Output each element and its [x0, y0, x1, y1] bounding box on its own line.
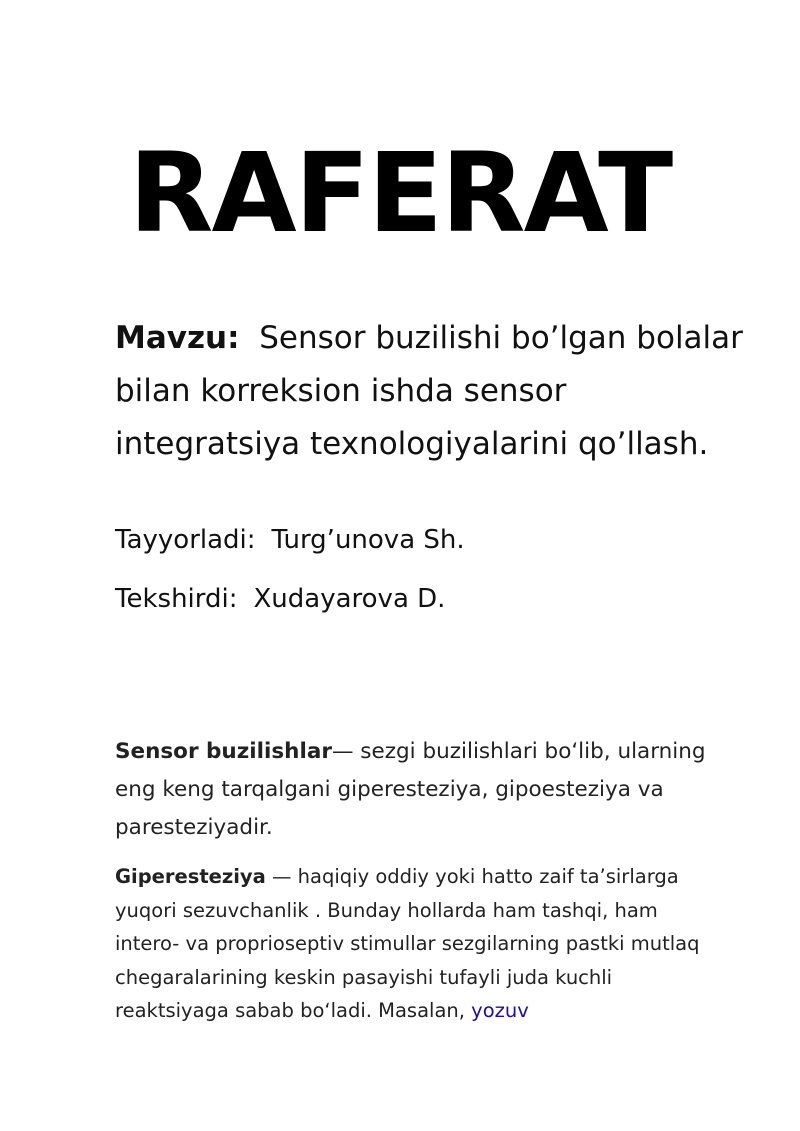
yozuv-link[interactable]: yozuv [471, 999, 529, 1022]
paragraph1-line-1 [115, 733, 755, 771]
prepared-by-label: Tayyorladi: [115, 525, 256, 555]
term-sensor-disorders: Sensor buzilishlar [115, 739, 332, 764]
topic-text-1: Sensor buzilishi bo’lgan bolalar [259, 320, 743, 356]
paragraph2-line-1 [115, 860, 755, 894]
checked-by-row [115, 581, 715, 617]
topic-line-2: bilan korreksion ishda sensor [115, 373, 567, 409]
paragraph-hyperesthesia [115, 860, 755, 1028]
paragraph2-text-1: — haqiqiy oddiy yoki hatto zaif taʼsirlarga [265, 865, 679, 888]
paragraph1-line-3: paresteziyadir. [115, 815, 273, 840]
paragraph2-text-5: reaktsiyaga sabab boʻladi. Masalan, [115, 999, 472, 1022]
document-title: RAFERAT [128, 129, 672, 257]
topic-block [115, 312, 755, 471]
paragraph1-text-1: — sezgi buzilishlari boʻlib, ularning [331, 739, 706, 764]
paragraph2-line-5 [115, 994, 755, 1028]
prepared-by-value: Turg’unova Sh. [271, 525, 465, 555]
prepared-by-row [115, 522, 715, 558]
paragraph-sensor-disorders [115, 733, 755, 847]
term-hyperesthesia: Giperesteziya [115, 865, 266, 888]
topic-label: Mavzu: [115, 320, 240, 356]
paragraph2-line-2: yuqori sezuvchanlik . Bunday hollarda ham tashqi, ham [115, 898, 658, 922]
paragraph2-line-4: chegaralarining keskin pasayishi tufayli juda kuchli [115, 965, 613, 989]
paragraph1-line-2: eng keng tarqalgani giperesteziya, gipoesteziya va [115, 777, 664, 802]
checked-by-label: Tekshirdi: [115, 584, 238, 614]
topic-line-1 [115, 312, 755, 365]
topic-line-3: integratsiya texnologiyalarini qo’llash. [115, 426, 709, 462]
checked-by-value: Xudayarova D. [253, 584, 446, 614]
paragraph2-line-3: intero- va proprioseptiv stimullar sezgilarning pastki mutlaq [115, 932, 700, 955]
